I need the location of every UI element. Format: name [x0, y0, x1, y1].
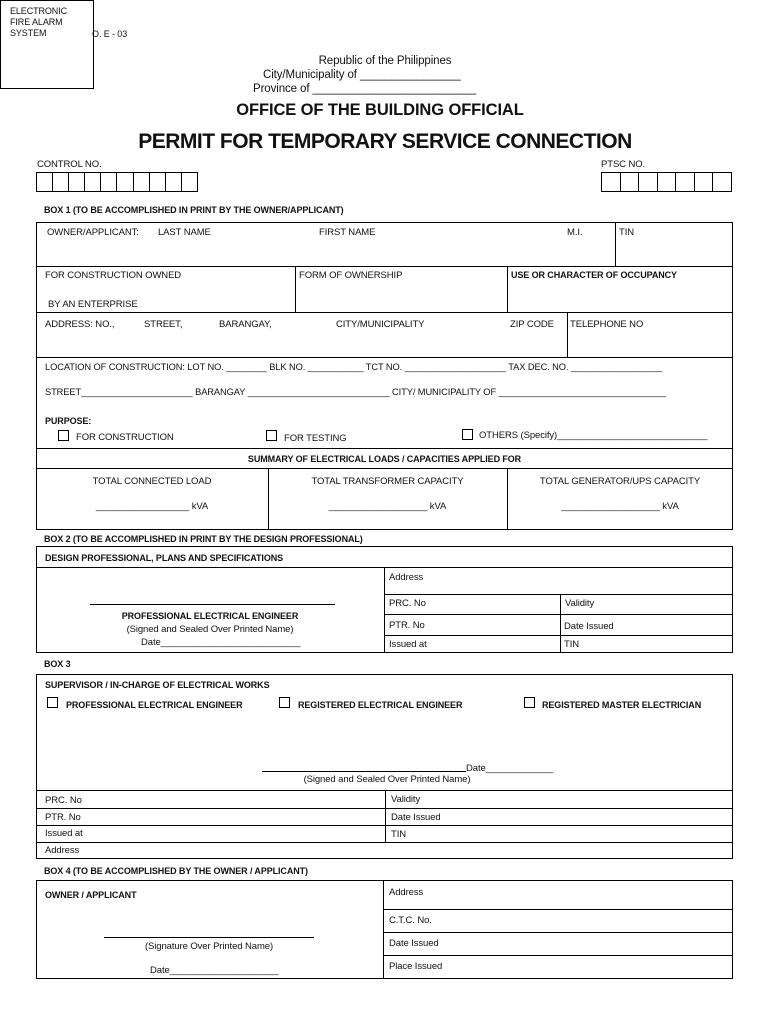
control-no-input[interactable] [36, 172, 198, 192]
box2-prc: PRC. No [389, 598, 426, 609]
address-label: ADDRESS: NO., [45, 319, 115, 330]
others-checkbox[interactable] [462, 429, 473, 440]
rme-option-label: REGISTERED MASTER ELECTRICIAN [542, 700, 702, 710]
owner-applicant-heading: OWNER / APPLICANT [45, 890, 137, 900]
pee-signed-note: (Signed and Sealed Over Printed Name) [126, 624, 294, 635]
box2-address: Address [389, 572, 424, 583]
box2-tin: TIN [564, 639, 580, 650]
box4-address: Address [389, 887, 424, 898]
box2-title: BOX 2 (TO BE ACCOMPLISHED IN PRINT BY THE DESIGN PROFESSIONAL) [44, 534, 363, 544]
last-name-label: LAST NAME [158, 227, 211, 238]
street-label: STREET, [144, 319, 183, 330]
form-of-ownership-label: FORM OF OWNERSHIP [299, 270, 403, 281]
others-label: OTHERS (Specify)_____________________________ [479, 430, 708, 441]
box3-title: BOX 3 [44, 659, 71, 669]
barangay-label: BARANGAY, [219, 319, 272, 330]
by-enterprise-label: BY AN ENTERPRISE [48, 299, 138, 310]
total-connected-label: TOTAL CONNECTED LOAD [92, 476, 212, 487]
use-character-label: USE OR CHARACTER OF OCCUPANCY [511, 270, 677, 280]
corner-line-3: SYSTEM [10, 28, 47, 38]
office-title: OFFICE OF THE BUILDING OFFICIAL [236, 101, 524, 119]
box3-date-issued: Date Issued [391, 812, 441, 823]
location-line: LOCATION OF CONSTRUCTION: LOT NO. ________ BLK NO. ___________ TCT NO. ____________________ TAX DEC. NO. __________________ [45, 362, 663, 372]
box2-date-issued: Date Issued [564, 621, 614, 632]
supervisor-section: SUPERVISOR / IN-CHARGE OF ELECTRICAL WORKS [45, 680, 270, 690]
signature-note: (Signature Over Printed Name) [144, 941, 274, 952]
pee-checkbox[interactable] [47, 697, 58, 708]
box3-prc: PRC. No [45, 795, 82, 806]
republic-line: Republic of the Philippines [318, 55, 452, 67]
page-title: PERMIT FOR TEMPORARY SERVICE CONNECTION [138, 130, 632, 153]
box3-ptr: PTR. No [45, 812, 81, 823]
kva-connected: __________________ kVA [95, 501, 209, 512]
total-transformer-label: TOTAL TRANSFORMER CAPACITY [311, 476, 464, 487]
province-line: Province of __________________________ [253, 83, 477, 95]
box4-date: Date_____________________ [150, 965, 279, 976]
telephone-label: TELEPHONE NO [570, 319, 644, 330]
box3-date: Date_____________ [466, 763, 554, 774]
corner-line-1: ELECTRONIC [10, 6, 68, 16]
corner-line-2: FIRE ALARM [10, 17, 63, 27]
for-testing-checkbox[interactable] [266, 430, 277, 441]
kva-generator: ___________________ kVA [561, 501, 679, 512]
purpose-label: PURPOSE: [45, 416, 92, 426]
ree-checkbox[interactable] [279, 697, 290, 708]
box4-place-issued: Place Issued [389, 961, 443, 972]
zip-code-label: ZIP CODE [510, 319, 554, 330]
owner-applicant-label: OWNER/APPLICANT: [47, 227, 139, 238]
kva-transformer: ___________________ kVA [328, 501, 447, 512]
control-no-label: CONTROL NO. [37, 159, 102, 170]
corner-box [0, 0, 94, 89]
box3-tin: TIN [391, 829, 407, 840]
for-testing-label: FOR TESTING [284, 433, 347, 444]
pee-label: PROFESSIONAL ELECTRICAL ENGINEER [121, 611, 299, 621]
construction-owned-label: FOR CONSTRUCTION OWNED [45, 270, 182, 281]
first-name-label: FIRST NAME [319, 227, 376, 238]
ree-option-label: REGISTERED ELECTRICAL ENGINEER [298, 700, 463, 710]
box3-address: Address [45, 845, 80, 856]
box4-title: BOX 4 (TO BE ACCOMPLISHED BY THE OWNER / APPLICANT) [44, 866, 308, 876]
box4-ctc: C.T.C. No. [389, 915, 432, 926]
for-construction-label: FOR CONSTRUCTION [76, 432, 174, 443]
box3-validity: Validity [391, 794, 421, 805]
pee-option-label: PROFESSIONAL ELECTRICAL ENGINEER [66, 700, 243, 710]
pee-date: Date___________________________ [141, 637, 301, 648]
for-construction-checkbox[interactable] [58, 430, 69, 441]
form-code: O. E - 03 [92, 29, 128, 39]
total-generator-label: TOTAL GENERATOR/UPS CAPACITY [539, 476, 701, 487]
city-line: City/Municipality of ________________ [263, 69, 461, 81]
city-municipality-label: CITY/MUNICIPALITY [336, 319, 425, 330]
box2-issued-at: Issued at [389, 639, 427, 650]
summary-header: SUMMARY OF ELECTRICAL LOADS / CAPACITIES APPLIED FOR [247, 454, 522, 464]
box3-signed-note: (Signed and Sealed Over Printed Name) [303, 774, 471, 785]
rme-checkbox[interactable] [524, 697, 535, 708]
box2-ptr: PTR. No [389, 620, 425, 631]
ptsc-no-label: PTSC NO. [601, 159, 646, 170]
box2-validity: Validity [565, 598, 595, 609]
box4-date-issued: Date Issued [389, 938, 439, 949]
box3-issued-at: Issued at [45, 828, 83, 839]
ptsc-no-input[interactable] [601, 172, 732, 192]
design-professional-section: DESIGN PROFESSIONAL, PLANS AND SPECIFICATIONS [45, 553, 284, 563]
mi-label: M.I. [567, 227, 583, 238]
street-line: STREET______________________ BARANGAY ____________________________ CITY/ MUNICIPALITY OF _________________________________ [45, 387, 666, 397]
box1-title: BOX 1 (TO BE ACCOMPLISHED IN PRINT BY THE OWNER/APPLICANT) [44, 205, 344, 215]
tin-label: TIN [619, 227, 635, 238]
box4-frame [36, 880, 733, 979]
